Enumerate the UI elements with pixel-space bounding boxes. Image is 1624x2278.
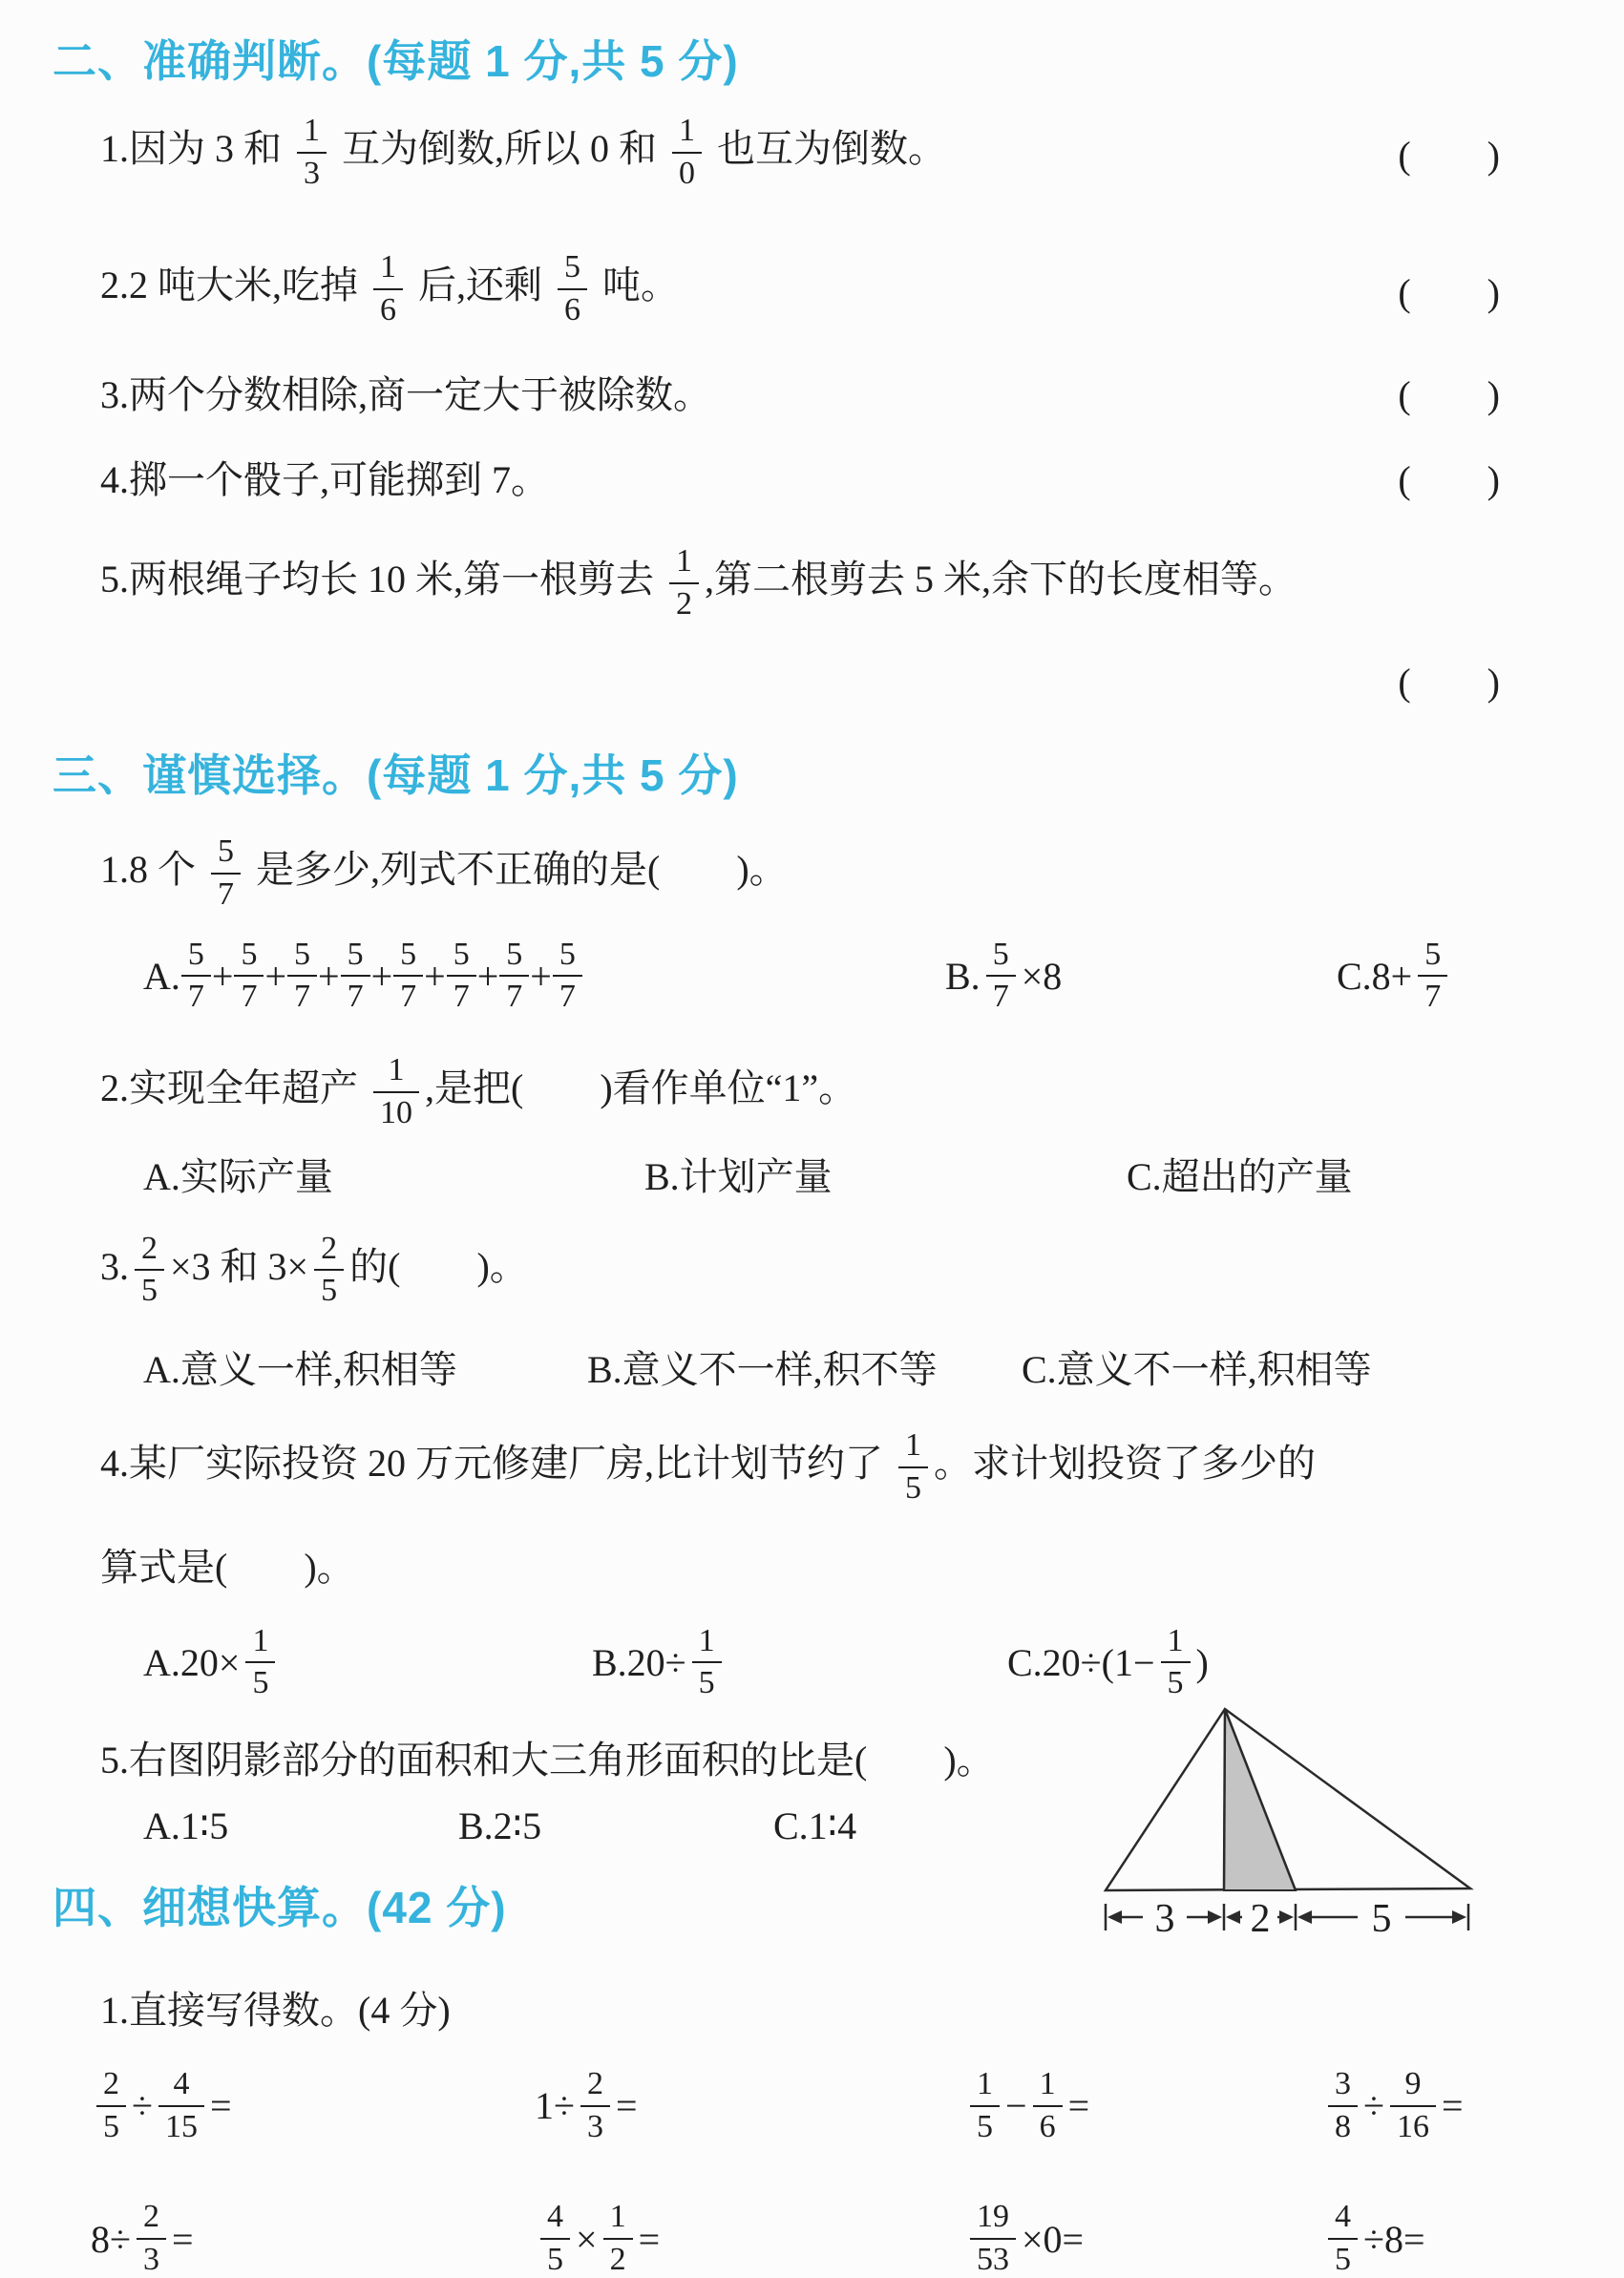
numerator: 2 — [142, 2199, 159, 2235]
denominator: 5 — [1161, 1661, 1191, 1701]
judge-q5-answer-bracket: ( ) — [1398, 661, 1500, 705]
numerator: 5 — [506, 936, 523, 972]
numerator: 2 — [586, 2065, 603, 2101]
choice-q5-option-a: A.1∶5 — [143, 1803, 229, 1847]
fraction — [158, 2067, 204, 2144]
choice-q4-option-a — [143, 1624, 592, 1701]
text-run: 1.8 个 — [100, 848, 205, 892]
numerator: 4 — [173, 2065, 190, 2101]
choice-q3 — [100, 1232, 1500, 1309]
fraction — [1161, 1624, 1191, 1701]
fraction — [692, 1624, 722, 1701]
denominator: 7 — [447, 975, 476, 1015]
text-run: ,第二根剪去 5 米,余下的长度相等。 — [705, 557, 1297, 601]
choice-q3-text — [100, 1232, 528, 1309]
calc-problem-5 — [91, 2200, 535, 2277]
judge-q5-answer-row — [0, 652, 1500, 707]
text-run: + — [530, 954, 552, 998]
text-run: 2.2 吨大米,吃掉 — [100, 264, 368, 307]
denominator: 2 — [669, 582, 699, 622]
denominator: 7 — [341, 975, 370, 1015]
choice-q2-option-b: B.计划产量 — [644, 1154, 833, 1198]
text-run: A. — [143, 954, 180, 998]
fraction — [447, 938, 476, 1015]
text-run: ×0= — [1022, 2217, 1085, 2261]
judge-q2-answer-bracket: ( ) — [1398, 270, 1500, 314]
calc-problem-4 — [1322, 2067, 1624, 2144]
calc-problem-6 — [535, 2200, 964, 2277]
judge-q5 — [100, 544, 1500, 622]
denominator: 3 — [580, 2105, 610, 2145]
section-choice-header: 三、谨慎选择。(每题 1 分,共 5 分) — [53, 750, 739, 801]
denominator: 5 — [135, 1269, 164, 1309]
text-run: ÷ — [132, 2084, 153, 2128]
text-run: ÷8= — [1363, 2217, 1425, 2261]
text-run: 互为倒数,所以 0 和 — [332, 126, 666, 170]
numerator: 5 — [347, 936, 364, 972]
numerator: 2 — [321, 1230, 338, 1266]
apex-vertical-line — [1224, 1709, 1225, 1890]
text-run: = — [209, 2084, 232, 2128]
fraction — [234, 938, 264, 1015]
calc-problem-3 — [964, 2067, 1322, 2144]
denominator: 7 — [211, 873, 241, 913]
fraction — [314, 1232, 344, 1309]
text-run: 的( )。 — [349, 1244, 528, 1288]
choice-q4-line2 — [100, 1537, 1500, 1592]
denominator: 5 — [898, 1466, 928, 1507]
numerator: 1 — [1039, 2065, 1056, 2101]
fraction — [603, 2200, 633, 2277]
text-run: C.20÷(1− — [1007, 1640, 1155, 1684]
text-run: + — [370, 954, 393, 998]
choice-q1 — [100, 834, 1500, 912]
fraction — [499, 938, 529, 1015]
fraction — [287, 938, 317, 1015]
numerator: 1 — [388, 1052, 405, 1088]
numerator: 4 — [1335, 2199, 1351, 2235]
text-run: + — [424, 954, 446, 998]
text-run: 5.右图阴影部分的面积和大三角形面积的比是( )。 — [100, 1738, 995, 1782]
fraction — [669, 544, 699, 622]
denominator: 5 — [540, 2238, 570, 2278]
numerator: 1 — [905, 1427, 921, 1464]
dim-label-2: 2 — [1250, 1897, 1271, 1941]
text-run: 3. — [100, 1244, 129, 1288]
choice-q3-option-c: C.意义不一样,积相等 — [1022, 1348, 1372, 1392]
fraction — [181, 938, 211, 1015]
denominator: 5 — [96, 2105, 126, 2145]
numerator: 2 — [103, 2065, 119, 2101]
fraction — [373, 250, 403, 327]
text-run: = — [171, 2217, 194, 2261]
section-calc-header: 四、细想快算。(42 分) — [53, 1882, 507, 1932]
numerator: 5 — [564, 249, 580, 285]
text-run: ) — [1195, 1640, 1209, 1684]
denominator: 2 — [603, 2238, 633, 2278]
denominator: 7 — [986, 975, 1016, 1015]
text-run: 算式是( )。 — [100, 1545, 355, 1589]
denominator: 5 — [692, 1661, 722, 1701]
fraction — [1390, 2067, 1436, 2144]
dim-arrow-right — [1208, 1910, 1222, 1924]
fraction — [1418, 938, 1447, 1015]
choice-q1-option-b — [945, 938, 1337, 1015]
fraction — [553, 938, 582, 1015]
calc-subtitle: 1.直接写得数。(4 分) — [100, 1988, 451, 2032]
denominator: 5 — [1328, 2238, 1358, 2278]
large-triangle — [1106, 1709, 1470, 1890]
denominator: 8 — [1328, 2105, 1358, 2145]
choice-q5-option-b: B.2∶5 — [458, 1803, 542, 1847]
numerator: 1 — [676, 542, 692, 579]
choice-q4-line1 — [100, 1428, 1500, 1506]
section-judge-header: 二、准确判断。(每题 1 分,共 5 分) — [53, 36, 739, 86]
text-run: C.8+ — [1337, 954, 1413, 998]
choice-q3-option-a: A.意义一样,积相等 — [143, 1348, 457, 1392]
text-run: 1÷ — [535, 2084, 575, 2128]
text-run: = — [615, 2084, 638, 2128]
text-run: B. — [945, 954, 981, 998]
denominator: 0 — [672, 152, 702, 192]
choice-q3-option-b: B.意义不一样,积不等 — [587, 1348, 938, 1392]
choice-q1-option-c — [1337, 938, 1624, 1015]
numerator: 1 — [380, 249, 396, 285]
fraction — [341, 938, 370, 1015]
text-run: − — [1005, 2084, 1027, 2128]
denominator: 5 — [245, 1661, 275, 1701]
fraction — [672, 114, 702, 191]
numerator: 1 — [1167, 1622, 1184, 1658]
calc-problem-2 — [535, 2067, 964, 2144]
dim-label-3: 3 — [1154, 1897, 1175, 1941]
fraction — [1328, 2200, 1358, 2277]
text-run: × — [576, 2217, 598, 2261]
choice-q3-options — [0, 1339, 1624, 1394]
text-run: 1.因为 3 和 — [100, 126, 291, 170]
judge-q3-text — [100, 365, 711, 419]
text-run: ×8 — [1021, 954, 1063, 998]
judge-q1 — [100, 114, 1500, 191]
denominator: 15 — [158, 2105, 204, 2145]
choice-q4-text-line1 — [100, 1428, 1316, 1506]
denominator: 7 — [1418, 975, 1447, 1015]
fraction — [1328, 2067, 1358, 2144]
text-run: + — [264, 954, 287, 998]
fraction — [898, 1428, 928, 1506]
calc-problem-7 — [964, 2200, 1322, 2277]
triangle-figure — [1098, 1695, 1575, 1991]
choice-q1-options — [0, 938, 1624, 1015]
text-run: + — [211, 954, 234, 998]
fraction — [970, 2067, 1000, 2144]
choice-q2-text — [100, 1053, 856, 1130]
judge-q4-text — [100, 450, 549, 504]
text-run: + — [476, 954, 499, 998]
text-run: = — [1441, 2084, 1464, 2128]
text-run: ÷ — [1363, 2084, 1384, 2128]
denominator: 7 — [499, 975, 529, 1015]
fraction — [297, 114, 327, 191]
fraction — [373, 1053, 419, 1130]
choice-q1-text — [100, 834, 788, 912]
denominator: 53 — [970, 2238, 1016, 2278]
numerator: 9 — [1404, 2065, 1422, 2101]
numerator: 5 — [187, 936, 204, 972]
denominator: 6 — [1033, 2105, 1063, 2145]
choice-q4-options — [0, 1624, 1624, 1701]
denominator: 3 — [137, 2238, 166, 2278]
text-run: 5.两根绳子均长 10 米,第一根剪去 — [100, 557, 664, 601]
numerator: 5 — [294, 936, 311, 972]
fraction — [245, 1624, 275, 1701]
text-run: A.20× — [143, 1640, 241, 1684]
text-run: 吨。 — [593, 264, 679, 307]
fraction — [135, 1232, 164, 1309]
denominator: 7 — [234, 975, 264, 1015]
numerator: 5 — [1424, 936, 1442, 972]
choice-q2-option-a: A.实际产量 — [143, 1154, 333, 1198]
fraction — [137, 2200, 166, 2277]
numerator: 2 — [141, 1230, 158, 1266]
fraction — [986, 938, 1016, 1015]
choice-q4-text-line2 — [100, 1537, 355, 1592]
text-run: ,是把( )看作单位“1”。 — [425, 1066, 857, 1110]
numerator: 5 — [400, 936, 417, 972]
choice-q2 — [100, 1053, 1500, 1130]
numerator: 5 — [218, 833, 234, 870]
text-run: 8÷ — [91, 2217, 131, 2261]
text-run: 后,还剩 — [409, 264, 552, 307]
numerator: 1 — [304, 113, 320, 148]
fraction — [970, 2200, 1016, 2277]
denominator: 10 — [373, 1091, 419, 1131]
choice-q4-option-c — [1007, 1624, 1624, 1701]
judge-q5-text — [100, 544, 1297, 622]
calc-problem-1 — [91, 2067, 535, 2144]
text-run: 是多少,列式不正确的是( )。 — [246, 848, 788, 892]
numerator: 19 — [977, 2199, 1009, 2235]
choice-q4-option-b — [592, 1624, 1007, 1701]
judge-q3-answer-bracket: ( ) — [1398, 372, 1500, 416]
numerator: 5 — [992, 936, 1009, 972]
text-run: = — [1067, 2084, 1090, 2128]
denominator: 7 — [181, 975, 211, 1015]
fraction — [558, 250, 587, 327]
text-run: = — [638, 2217, 661, 2261]
denominator: 7 — [393, 975, 423, 1015]
calc-problems — [91, 2067, 1624, 2278]
fraction — [1033, 2067, 1063, 2144]
denominator: 7 — [553, 975, 582, 1015]
numerator: 1 — [698, 1622, 715, 1658]
dim-label-5: 5 — [1371, 1897, 1392, 1941]
judge-q1-text — [100, 114, 946, 191]
numerator: 5 — [559, 936, 576, 972]
numerator: 5 — [453, 936, 470, 972]
text-run: 3.两个分数相除,商一定大于被除数。 — [100, 372, 711, 416]
text-run: 。求计划投资了多少的 — [934, 1441, 1316, 1485]
numerator: 1 — [679, 113, 695, 148]
choice-q2-option-c: C.超出的产量 — [1127, 1154, 1353, 1198]
choice-q5-option-c: C.1∶4 — [773, 1803, 857, 1847]
dim-arrow-right — [1452, 1910, 1466, 1924]
fraction — [211, 834, 241, 912]
denominator: 3 — [297, 152, 327, 192]
denominator: 5 — [314, 1269, 344, 1309]
numerator: 1 — [252, 1622, 269, 1658]
denominator: 5 — [970, 2105, 1000, 2145]
choice-q1-option-a — [143, 938, 945, 1015]
fraction — [393, 938, 423, 1015]
numerator: 5 — [241, 936, 258, 972]
text-run: B.20÷ — [592, 1640, 686, 1684]
text-run: 也互为倒数。 — [707, 126, 946, 170]
denominator: 7 — [287, 975, 317, 1015]
judge-q4-answer-bracket: ( ) — [1398, 457, 1500, 501]
choice-q5-text — [100, 1730, 995, 1784]
judge-q4 — [100, 450, 1500, 504]
denominator: 6 — [558, 288, 587, 328]
text-run: 2.实现全年超产 — [100, 1066, 368, 1110]
text-run: 4.某厂实际投资 20 万元修建厂房,比计划节约了 — [100, 1441, 893, 1485]
text-run: ×3 和 3× — [170, 1244, 309, 1288]
numerator: 1 — [609, 2199, 626, 2235]
calc-problem-8 — [1322, 2200, 1624, 2277]
choice-q2-options — [0, 1147, 1624, 1201]
numerator: 4 — [547, 2199, 563, 2235]
denominator: 6 — [373, 288, 403, 328]
judge-q2-text — [100, 250, 679, 327]
fraction — [580, 2067, 610, 2144]
numerator: 1 — [977, 2065, 993, 2101]
fraction — [96, 2067, 126, 2144]
text-run: 4.掷一个骰子,可能掷到 7。 — [100, 457, 549, 501]
judge-q2 — [100, 250, 1500, 327]
judge-q1-answer-bracket: ( ) — [1398, 134, 1500, 178]
dim-arrow-right — [1279, 1910, 1294, 1924]
numerator: 3 — [1335, 2065, 1351, 2101]
judge-q3 — [100, 365, 1500, 419]
fraction — [540, 2200, 570, 2277]
text-run: + — [318, 954, 340, 998]
denominator: 16 — [1390, 2105, 1436, 2145]
